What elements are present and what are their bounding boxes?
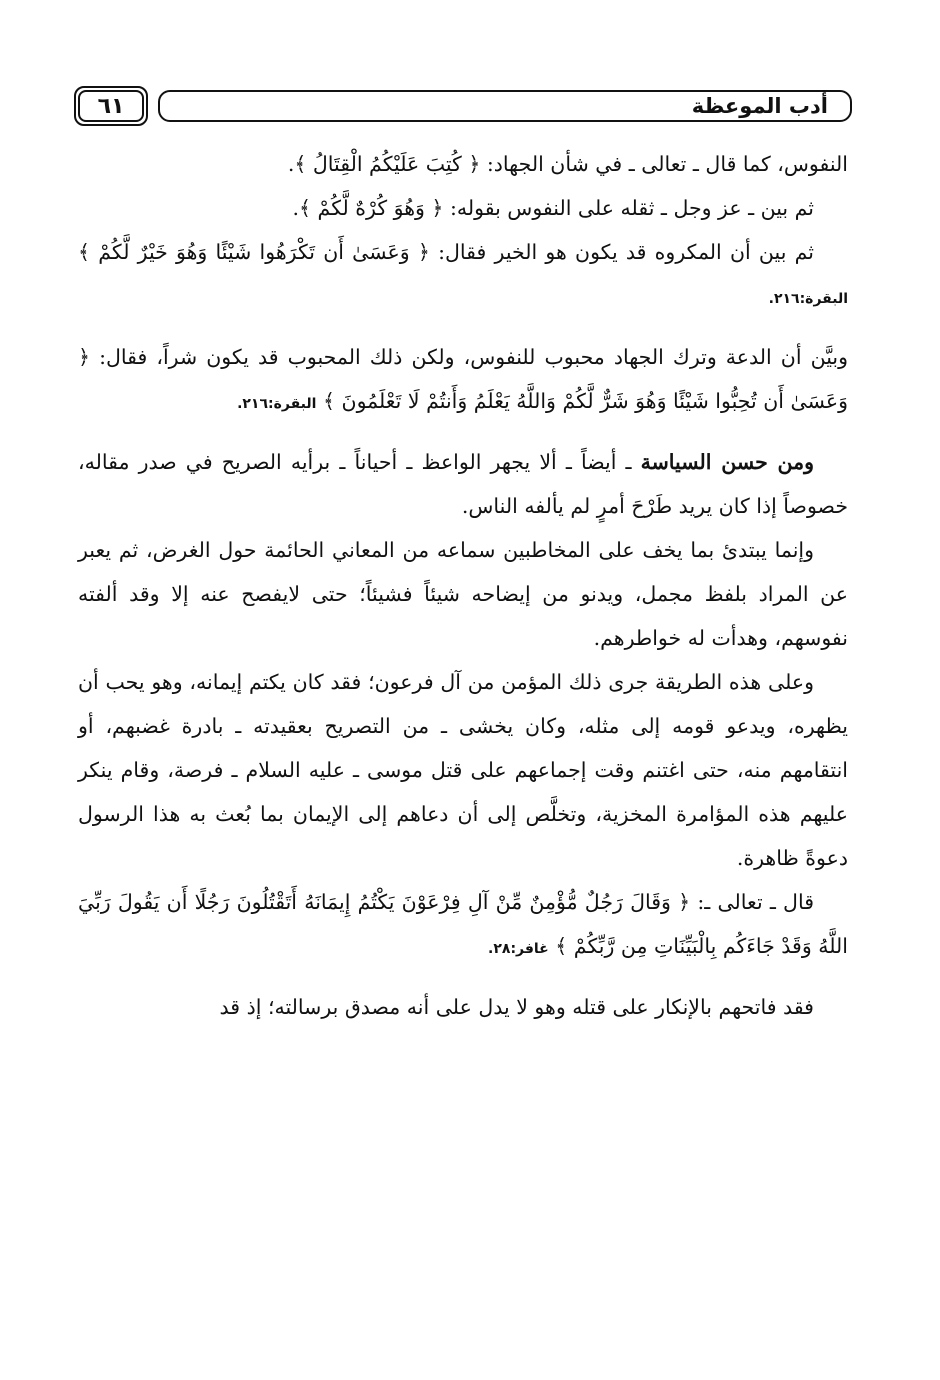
paragraph-9 (78, 985, 848, 1029)
paragraph-bold-lead: ومن حسن السياسة (640, 450, 814, 474)
quran-verse: ﴿ كُتِبَ عَلَيْكُمُ الْقِتَالُ ﴾ (294, 152, 481, 176)
paragraph-text-end: . (292, 196, 300, 220)
paragraph-3 (78, 230, 848, 321)
paragraph-4 (78, 335, 848, 426)
verse-reference: البقرة:٢١٦. (237, 396, 317, 412)
paragraph-text: فقد فاتحهم بالإنكار على قتله وهو لا يدل على أنه مصدق برسالته؛ إذ قد (219, 995, 814, 1019)
body-text (78, 142, 848, 1029)
paragraph-8 (78, 880, 848, 971)
paragraph-5 (78, 440, 848, 528)
page-number: ٦١ (78, 90, 144, 122)
quran-verse: ﴿ وَهُوَ كُرْهٌ لَّكُمْ ﴾ (299, 196, 444, 220)
verse-reference: غافر:٢٨. (488, 941, 549, 957)
paragraph-text: وعلى هذه الطريقة جرى ذلك المؤمن من آل فرعون؛ فقد كان يكتم إيمانه، وهو يحب أن يظهره، ويدعو قومه إلى مثله، وكان يخشى ـ من التصريح بعقيدته ـ بادرة غضبهم، أو انتقامهم منه، حتى اغتنم وقت إجماعهم على قتل موسى ـ عليه السلام ـ فرصة، وقام ينكر عليهم هذه المؤامرة المخزية، وتخلَّص إلى أن دعاهم إلى الإيمان بما بُعث به هذا الرسول دعوةً ظاهرة. (78, 670, 848, 870)
paragraph-2 (78, 186, 848, 230)
quran-verse: ﴿ وَعَسَىٰ أَن تُحِبُّوا شَيْئًا وَهُوَ شَرٌّ لَّكُمْ وَاللَّهُ يَعْلَمُ وَأَنتُمْ لَا تَعْلَمُونَ ﴾ (78, 345, 848, 413)
verse-reference: البقرة:٢١٦. (768, 291, 848, 307)
quran-verse: ﴿ وَعَسَىٰ أَن تَكْرَهُوا شَيْئًا وَهُوَ خَيْرٌ لَّكُمْ ﴾ (78, 240, 430, 264)
running-title: أدب الموعظة (158, 90, 852, 122)
paragraph-7 (78, 660, 848, 880)
paragraph-text-end: . (287, 152, 295, 176)
page-header (74, 86, 852, 130)
paragraph-text: ثم بين ـ عز وجل ـ ثقله على النفوس بقوله: (443, 196, 814, 220)
paragraph-1 (78, 142, 848, 186)
paragraph-text: ـ أيضاً ـ ألا يجهر الواعظ ـ أحياناً ـ برأيه الصريح في صدر مقاله، خصوصاً إذا كان يريد طَرْحَ أمرٍ لم يألفه الناس. (78, 450, 848, 518)
quran-verse: ﴿ وَقَالَ رَجُلٌ مُّؤْمِنٌ مِّنْ آلِ فِرْعَوْنَ يَكْتُمُ إِيمَانَهُ أَتَقْتُلُونَ رَجُلًا أَن يَقُولَ رَبِّيَ اللَّهُ وَقَدْ جَاءَكُم بِالْبَيِّنَاتِ مِن رَّبِّكُمْ ﴾ (78, 890, 848, 958)
paragraph-text: وبيَّن أن الدعة وترك الجهاد محبوب للنفوس، ولكن ذلك المحبوب قد يكون شراً، فقال: (90, 345, 848, 369)
paragraph-text: قال ـ تعالى ـ: (690, 890, 814, 914)
paragraph-6 (78, 528, 848, 660)
paragraph-text: وإنما يبتدئ بما يخف على المخاطبين سماعه من المعاني الحائمة حول الغرض، ثم يعبر عن المراد بلفظ مجمل، ويدنو من إيضاحه شيئاً فشيئاً؛ حتى لايفصح عنه إلا وقد ألفته نفوسهم، وهدأت له خواطرهم. (78, 538, 848, 650)
paragraph-text: النفوس، كما قال ـ تعالى ـ في شأن الجهاد: (480, 152, 848, 176)
paragraph-text: ثم بين أن المكروه قد يكون هو الخير فقال: (429, 240, 814, 264)
